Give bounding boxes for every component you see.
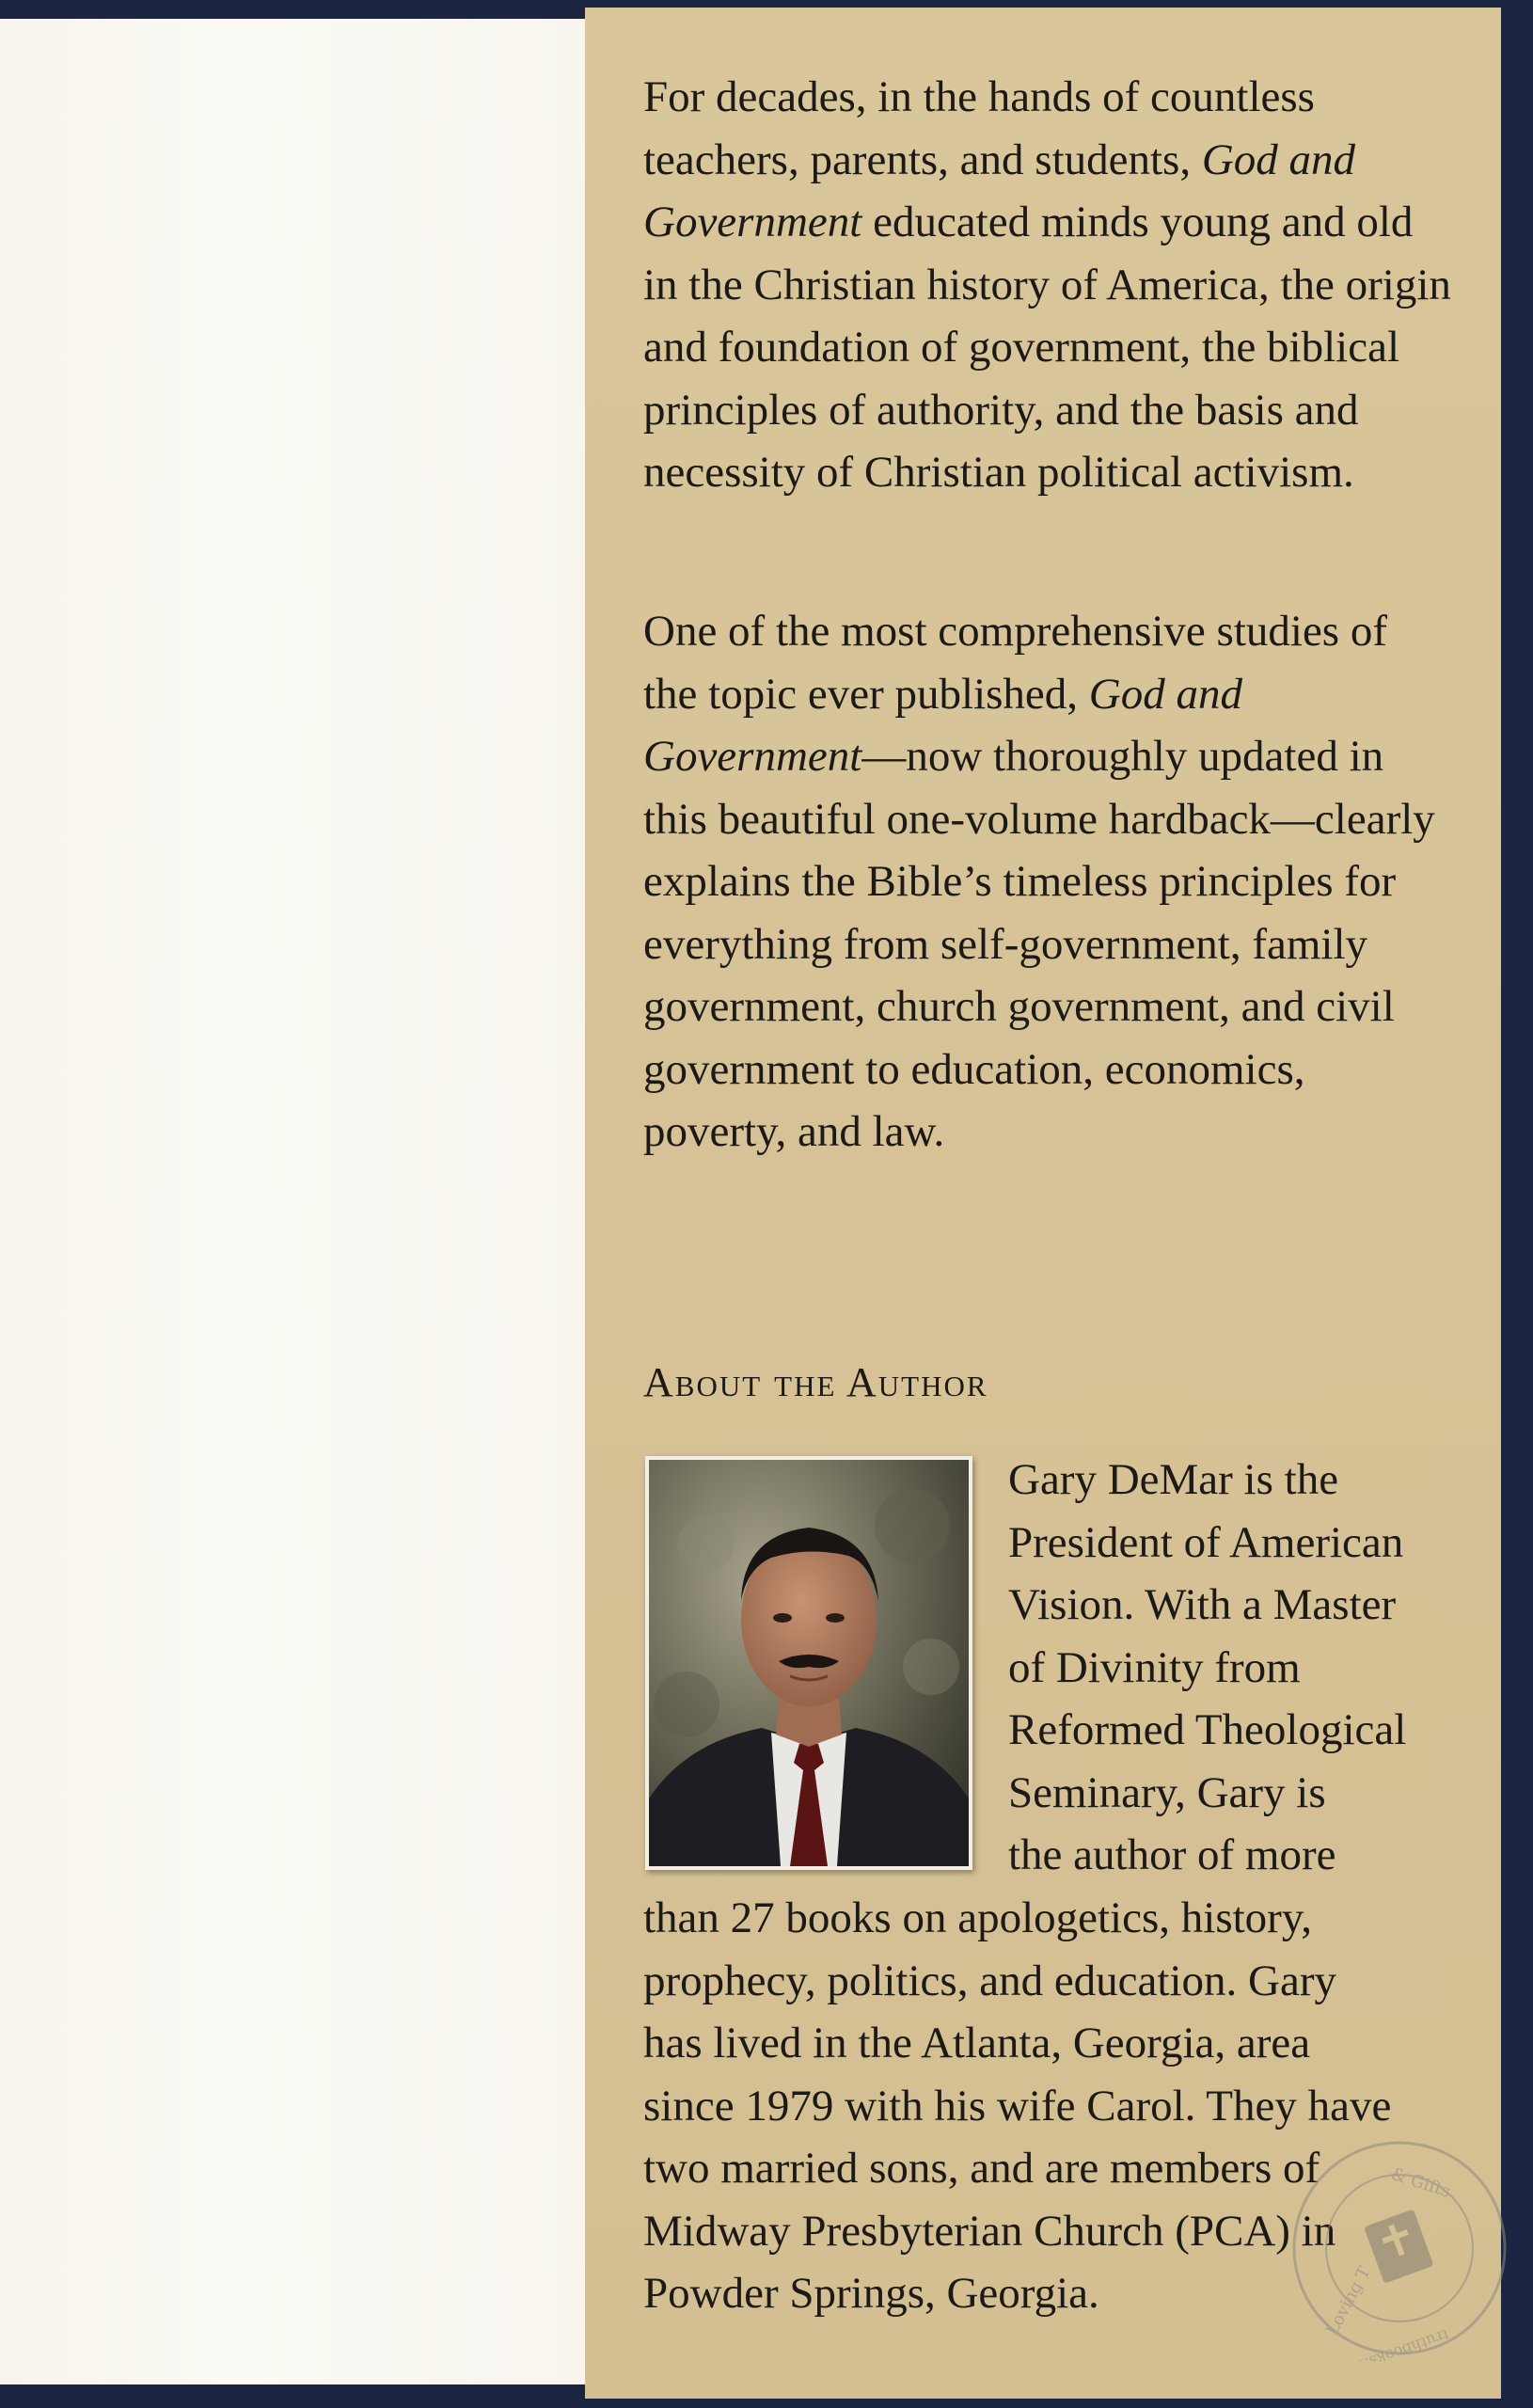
description-paragraph-1: For decades, in the hands of countless teachers, parents, and students, God and Government educated minds young and old in the Christian history of America, the origin and foundation of government, the biblical principles of authority, and the basis and necessity of Christian political activism. (643, 72, 1451, 497)
author-portrait-icon (649, 1460, 969, 1866)
author-bio-wrap: Gary DeMar is the President of American Vision. With a Master of Divinity from Reformed Theological Seminary, Gary is the author of more (1008, 1455, 1407, 1879)
seal-text-bottom: truthbooks.com (1332, 2325, 1452, 2361)
store-watermark-seal (1287, 2135, 1512, 2361)
seal-text-top: & Gifts (1388, 2163, 1453, 2202)
author-photo (645, 1456, 972, 1870)
cover-edge (1501, 0, 1533, 2408)
about-author-heading: About the Author (643, 1359, 988, 1405)
description-paragraph-2: One of the most comprehensive studies of the topic ever published, God and Government—now thoroughly updated in this beautiful one-volume hardback—clearly explains the Bible’s timeless principles for everything from self-government, family government, church government, and civil government to education, economics, poverty, and law. (643, 607, 1435, 1156)
book-title: God and Government (643, 135, 1356, 246)
front-flap-white (0, 19, 585, 2384)
seal-stamp-icon (1287, 2135, 1512, 2361)
book-title: God and Government (643, 669, 1242, 781)
author-bio-continued: than 27 books on apologetics, history, prophecy, politics, and education. Gary has lived in the Atlanta, Georgia, area since 1979 with his wife Carol. They have two married sons, and are members of Midway Presbyterian Church (PCA) in Powder Springs, Georgia. (643, 1893, 1392, 2318)
seal-text-left: Loving T (1321, 2263, 1375, 2339)
